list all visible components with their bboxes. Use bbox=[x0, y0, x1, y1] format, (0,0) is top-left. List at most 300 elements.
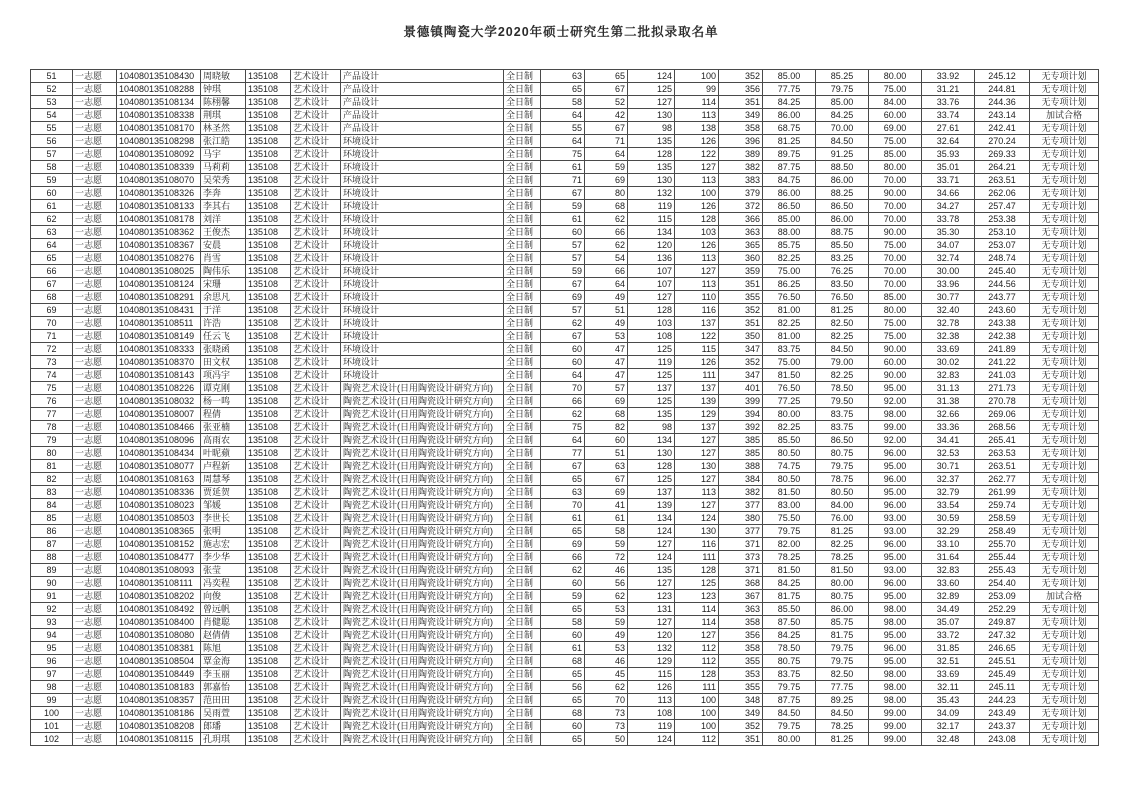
cell-remark: 无专项计划 bbox=[1030, 148, 1099, 161]
cell-remark: 无专项计划 bbox=[1030, 304, 1099, 317]
cell-major: 艺术设计 bbox=[291, 148, 341, 161]
cell-weighted-score: 33.36 bbox=[922, 421, 975, 434]
cell-name: 张江皓 bbox=[201, 135, 246, 148]
table-row bbox=[31, 577, 1099, 590]
cell-study-mode: 全日制 bbox=[504, 564, 541, 577]
cell-retest-3: 96.00 bbox=[869, 447, 922, 460]
cell-score-1: 71 bbox=[541, 174, 585, 187]
cell-retest-1: 85.50 bbox=[763, 434, 816, 447]
cell-score-4: 127 bbox=[675, 161, 719, 174]
cell-direction: 陶瓷艺术设计(日用陶瓷设计研究方向) bbox=[341, 395, 504, 408]
cell-score-2: 58 bbox=[585, 525, 628, 538]
cell-score-1: 64 bbox=[541, 369, 585, 382]
cell-weighted-score: 32.29 bbox=[922, 525, 975, 538]
cell-remark: 无专项计划 bbox=[1030, 512, 1099, 525]
cell-initial-total: 355 bbox=[719, 681, 763, 694]
cell-candidate-id: 104080135108504 bbox=[117, 655, 201, 668]
cell-score-1: 75 bbox=[541, 421, 585, 434]
cell-score-1: 61 bbox=[541, 213, 585, 226]
cell-retest-3: 84.00 bbox=[869, 96, 922, 109]
cell-remark: 无专项计划 bbox=[1030, 317, 1099, 330]
cell-retest-3: 95.00 bbox=[869, 551, 922, 564]
cell-retest-2: 78.75 bbox=[816, 473, 869, 486]
table-row bbox=[31, 330, 1099, 343]
cell-major-code: 135108 bbox=[246, 642, 291, 655]
cell-retest-2: 79.75 bbox=[816, 642, 869, 655]
cell-score-2: 67 bbox=[585, 83, 628, 96]
cell-name: 李其右 bbox=[201, 200, 246, 213]
table-row bbox=[31, 369, 1099, 382]
cell-major-code: 135108 bbox=[246, 460, 291, 473]
cell-name: 叶昵蘋 bbox=[201, 447, 246, 460]
cell-major: 艺术设计 bbox=[291, 694, 341, 707]
cell-final-total: 245.51 bbox=[975, 655, 1030, 668]
cell-remark: 无专项计划 bbox=[1030, 343, 1099, 356]
cell-first-choice: 一志愿 bbox=[73, 226, 117, 239]
cell-score-2: 69 bbox=[585, 486, 628, 499]
cell-seq: 60 bbox=[31, 187, 73, 200]
table-row bbox=[31, 694, 1099, 707]
cell-study-mode: 全日制 bbox=[504, 616, 541, 629]
cell-initial-total: 351 bbox=[719, 278, 763, 291]
cell-score-2: 66 bbox=[585, 265, 628, 278]
cell-study-mode: 全日制 bbox=[504, 681, 541, 694]
cell-name: 李玉丽 bbox=[201, 668, 246, 681]
cell-final-total: 243.37 bbox=[975, 720, 1030, 733]
cell-score-1: 60 bbox=[541, 226, 585, 239]
cell-weighted-score: 34.07 bbox=[922, 239, 975, 252]
cell-major-code: 135108 bbox=[246, 96, 291, 109]
cell-first-choice: 一志愿 bbox=[73, 538, 117, 551]
cell-weighted-score: 33.69 bbox=[922, 668, 975, 681]
cell-retest-1: 84.25 bbox=[763, 629, 816, 642]
cell-study-mode: 全日制 bbox=[504, 499, 541, 512]
cell-score-4: 114 bbox=[675, 603, 719, 616]
cell-score-1: 55 bbox=[541, 122, 585, 135]
cell-score-2: 69 bbox=[585, 395, 628, 408]
cell-major-code: 135108 bbox=[246, 395, 291, 408]
cell-initial-total: 351 bbox=[719, 317, 763, 330]
cell-retest-1: 87.50 bbox=[763, 616, 816, 629]
cell-candidate-id: 104080135108477 bbox=[117, 551, 201, 564]
cell-retest-3: 69.00 bbox=[869, 122, 922, 135]
table-row bbox=[31, 200, 1099, 213]
cell-name: 张明 bbox=[201, 525, 246, 538]
cell-score-4: 126 bbox=[675, 239, 719, 252]
cell-score-3: 127 bbox=[628, 96, 675, 109]
cell-direction: 环境设计 bbox=[341, 343, 504, 356]
cell-weighted-score: 33.72 bbox=[922, 629, 975, 642]
cell-final-total: 270.78 bbox=[975, 395, 1030, 408]
cell-name: 周慧琴 bbox=[201, 473, 246, 486]
cell-score-3: 107 bbox=[628, 265, 675, 278]
cell-score-1: 65 bbox=[541, 525, 585, 538]
cell-score-1: 58 bbox=[541, 616, 585, 629]
cell-name: 项冯宇 bbox=[201, 369, 246, 382]
cell-remark: 无专项计划 bbox=[1030, 395, 1099, 408]
cell-score-2: 71 bbox=[585, 135, 628, 148]
cell-retest-1: 84.25 bbox=[763, 577, 816, 590]
cell-study-mode: 全日制 bbox=[504, 395, 541, 408]
cell-first-choice: 一志愿 bbox=[73, 239, 117, 252]
cell-score-4: 110 bbox=[675, 291, 719, 304]
cell-major: 艺术设计 bbox=[291, 226, 341, 239]
cell-initial-total: 373 bbox=[719, 551, 763, 564]
cell-retest-3: 92.00 bbox=[869, 395, 922, 408]
cell-score-2: 64 bbox=[585, 148, 628, 161]
cell-score-2: 63 bbox=[585, 460, 628, 473]
cell-score-4: 113 bbox=[675, 278, 719, 291]
cell-remark: 无专项计划 bbox=[1030, 551, 1099, 564]
cell-name: 邹媛 bbox=[201, 499, 246, 512]
cell-initial-total: 359 bbox=[719, 265, 763, 278]
cell-seq: 101 bbox=[31, 720, 73, 733]
cell-retest-1: 87.75 bbox=[763, 161, 816, 174]
cell-major-code: 135108 bbox=[246, 330, 291, 343]
cell-final-total: 243.77 bbox=[975, 291, 1030, 304]
cell-score-2: 49 bbox=[585, 317, 628, 330]
cell-score-3: 108 bbox=[628, 330, 675, 343]
cell-score-3: 125 bbox=[628, 395, 675, 408]
cell-score-4: 127 bbox=[675, 629, 719, 642]
cell-candidate-id: 104080135108170 bbox=[117, 122, 201, 135]
cell-candidate-id: 104080135108080 bbox=[117, 629, 201, 642]
cell-final-total: 257.47 bbox=[975, 200, 1030, 213]
cell-first-choice: 一志愿 bbox=[73, 486, 117, 499]
cell-score-3: 135 bbox=[628, 161, 675, 174]
cell-name: 高雨农 bbox=[201, 434, 246, 447]
cell-remark: 无专项计划 bbox=[1030, 707, 1099, 720]
cell-retest-2: 82.25 bbox=[816, 538, 869, 551]
cell-score-3: 124 bbox=[628, 70, 675, 83]
cell-initial-total: 358 bbox=[719, 122, 763, 135]
cell-score-2: 57 bbox=[585, 382, 628, 395]
cell-score-1: 59 bbox=[541, 590, 585, 603]
table-row bbox=[31, 213, 1099, 226]
cell-first-choice: 一志愿 bbox=[73, 499, 117, 512]
cell-score-3: 119 bbox=[628, 720, 675, 733]
cell-name: 李世长 bbox=[201, 512, 246, 525]
cell-seq: 59 bbox=[31, 174, 73, 187]
cell-seq: 91 bbox=[31, 590, 73, 603]
cell-score-3: 125 bbox=[628, 473, 675, 486]
cell-score-4: 125 bbox=[675, 577, 719, 590]
cell-score-3: 119 bbox=[628, 200, 675, 213]
cell-study-mode: 全日制 bbox=[504, 161, 541, 174]
cell-major: 艺术设计 bbox=[291, 486, 341, 499]
cell-seq: 79 bbox=[31, 434, 73, 447]
cell-retest-1: 75.00 bbox=[763, 265, 816, 278]
cell-major: 艺术设计 bbox=[291, 421, 341, 434]
cell-direction: 陶瓷艺术设计(日用陶瓷设计研究方向) bbox=[341, 473, 504, 486]
cell-final-total: 253.07 bbox=[975, 239, 1030, 252]
cell-final-total: 246.65 bbox=[975, 642, 1030, 655]
cell-name: 刘洋 bbox=[201, 213, 246, 226]
cell-retest-2: 81.25 bbox=[816, 525, 869, 538]
cell-final-total: 243.49 bbox=[975, 707, 1030, 720]
cell-initial-total: 349 bbox=[719, 109, 763, 122]
cell-weighted-score: 33.74 bbox=[922, 109, 975, 122]
cell-seq: 92 bbox=[31, 603, 73, 616]
cell-retest-1: 80.50 bbox=[763, 447, 816, 460]
cell-score-3: 135 bbox=[628, 564, 675, 577]
cell-candidate-id: 104080135108326 bbox=[117, 187, 201, 200]
cell-retest-1: 79.75 bbox=[763, 525, 816, 538]
cell-major-code: 135108 bbox=[246, 512, 291, 525]
cell-major: 艺术设计 bbox=[291, 707, 341, 720]
cell-score-1: 59 bbox=[541, 200, 585, 213]
cell-weighted-score: 31.38 bbox=[922, 395, 975, 408]
cell-score-2: 80 bbox=[585, 187, 628, 200]
cell-seq: 100 bbox=[31, 707, 73, 720]
cell-first-choice: 一志愿 bbox=[73, 642, 117, 655]
cell-retest-2: 76.25 bbox=[816, 265, 869, 278]
cell-seq: 69 bbox=[31, 304, 73, 317]
cell-final-total: 263.51 bbox=[975, 174, 1030, 187]
cell-retest-2: 84.50 bbox=[816, 343, 869, 356]
cell-score-3: 131 bbox=[628, 603, 675, 616]
cell-score-1: 63 bbox=[541, 70, 585, 83]
cell-retest-2: 79.75 bbox=[816, 655, 869, 668]
cell-remark: 无专项计划 bbox=[1030, 447, 1099, 460]
table-row bbox=[31, 434, 1099, 447]
cell-retest-3: 99.00 bbox=[869, 733, 922, 746]
cell-score-2: 47 bbox=[585, 369, 628, 382]
cell-score-3: 120 bbox=[628, 629, 675, 642]
cell-name: 谭克刚 bbox=[201, 382, 246, 395]
table-row bbox=[31, 96, 1099, 109]
cell-candidate-id: 104080135108007 bbox=[117, 408, 201, 421]
cell-retest-3: 98.00 bbox=[869, 603, 922, 616]
cell-score-1: 66 bbox=[541, 551, 585, 564]
cell-seq: 70 bbox=[31, 317, 73, 330]
cell-name: 陈旭 bbox=[201, 642, 246, 655]
cell-remark: 无专项计划 bbox=[1030, 486, 1099, 499]
cell-major-code: 135108 bbox=[246, 616, 291, 629]
cell-major: 艺术设计 bbox=[291, 590, 341, 603]
cell-score-1: 67 bbox=[541, 460, 585, 473]
cell-retest-3: 93.00 bbox=[869, 525, 922, 538]
cell-major: 艺术设计 bbox=[291, 174, 341, 187]
cell-initial-total: 355 bbox=[719, 655, 763, 668]
cell-study-mode: 全日制 bbox=[504, 525, 541, 538]
cell-retest-3: 98.00 bbox=[869, 616, 922, 629]
cell-initial-total: 388 bbox=[719, 460, 763, 473]
cell-score-4: 127 bbox=[675, 447, 719, 460]
cell-weighted-score: 34.41 bbox=[922, 434, 975, 447]
cell-direction: 陶瓷艺术设计(日用陶瓷设计研究方向) bbox=[341, 512, 504, 525]
cell-name: 陈栩馨 bbox=[201, 96, 246, 109]
cell-retest-1: 79.75 bbox=[763, 681, 816, 694]
cell-weighted-score: 32.83 bbox=[922, 564, 975, 577]
cell-study-mode: 全日制 bbox=[504, 226, 541, 239]
cell-candidate-id: 104080135108111 bbox=[117, 577, 201, 590]
cell-seq: 96 bbox=[31, 655, 73, 668]
cell-score-3: 125 bbox=[628, 83, 675, 96]
cell-direction: 陶瓷艺术设计(日用陶瓷设计研究方向) bbox=[341, 642, 504, 655]
cell-final-total: 271.73 bbox=[975, 382, 1030, 395]
cell-major: 艺术设计 bbox=[291, 252, 341, 265]
cell-study-mode: 全日制 bbox=[504, 187, 541, 200]
cell-final-total: 258.59 bbox=[975, 512, 1030, 525]
cell-name: 贾延贺 bbox=[201, 486, 246, 499]
cell-direction: 环境设计 bbox=[341, 252, 504, 265]
cell-seq: 98 bbox=[31, 681, 73, 694]
table-row bbox=[31, 83, 1099, 96]
cell-score-4: 126 bbox=[675, 200, 719, 213]
cell-major-code: 135108 bbox=[246, 447, 291, 460]
cell-major-code: 135108 bbox=[246, 109, 291, 122]
cell-retest-3: 99.00 bbox=[869, 720, 922, 733]
cell-final-total: 241.89 bbox=[975, 343, 1030, 356]
cell-candidate-id: 104080135108466 bbox=[117, 421, 201, 434]
cell-score-4: 116 bbox=[675, 304, 719, 317]
cell-retest-2: 85.50 bbox=[816, 239, 869, 252]
cell-initial-total: 372 bbox=[719, 200, 763, 213]
cell-score-3: 130 bbox=[628, 447, 675, 460]
cell-candidate-id: 104080135108449 bbox=[117, 668, 201, 681]
cell-study-mode: 全日制 bbox=[504, 629, 541, 642]
cell-first-choice: 一志愿 bbox=[73, 252, 117, 265]
cell-remark: 无专项计划 bbox=[1030, 187, 1099, 200]
cell-name: 马莉莉 bbox=[201, 161, 246, 174]
cell-retest-1: 89.75 bbox=[763, 148, 816, 161]
cell-initial-total: 384 bbox=[719, 473, 763, 486]
cell-seq: 80 bbox=[31, 447, 73, 460]
cell-name: 赵倩倩 bbox=[201, 629, 246, 642]
cell-score-4: 122 bbox=[675, 148, 719, 161]
cell-candidate-id: 104080135108070 bbox=[117, 174, 201, 187]
cell-name: 林圣然 bbox=[201, 122, 246, 135]
cell-weighted-score: 35.30 bbox=[922, 226, 975, 239]
cell-retest-2: 81.25 bbox=[816, 304, 869, 317]
cell-direction: 环境设计 bbox=[341, 161, 504, 174]
cell-candidate-id: 104080135108163 bbox=[117, 473, 201, 486]
cell-study-mode: 全日制 bbox=[504, 655, 541, 668]
cell-score-2: 51 bbox=[585, 447, 628, 460]
cell-score-4: 138 bbox=[675, 122, 719, 135]
table-row bbox=[31, 174, 1099, 187]
cell-first-choice: 一志愿 bbox=[73, 148, 117, 161]
cell-major-code: 135108 bbox=[246, 668, 291, 681]
cell-major-code: 135108 bbox=[246, 590, 291, 603]
cell-initial-total: 379 bbox=[719, 187, 763, 200]
cell-score-2: 50 bbox=[585, 733, 628, 746]
cell-final-total: 249.87 bbox=[975, 616, 1030, 629]
table-row bbox=[31, 525, 1099, 538]
cell-weighted-score: 27.61 bbox=[922, 122, 975, 135]
cell-score-4: 112 bbox=[675, 733, 719, 746]
cell-seq: 53 bbox=[31, 96, 73, 109]
cell-score-4: 99 bbox=[675, 83, 719, 96]
cell-retest-2: 86.00 bbox=[816, 174, 869, 187]
cell-retest-1: 83.75 bbox=[763, 343, 816, 356]
cell-seq: 90 bbox=[31, 577, 73, 590]
cell-score-3: 98 bbox=[628, 122, 675, 135]
cell-score-1: 56 bbox=[541, 681, 585, 694]
table-row bbox=[31, 135, 1099, 148]
cell-study-mode: 全日制 bbox=[504, 694, 541, 707]
cell-seq: 93 bbox=[31, 616, 73, 629]
cell-retest-2: 88.25 bbox=[816, 187, 869, 200]
cell-remark: 无专项计划 bbox=[1030, 382, 1099, 395]
cell-major-code: 135108 bbox=[246, 356, 291, 369]
cell-name: 覃金海 bbox=[201, 655, 246, 668]
cell-remark: 无专项计划 bbox=[1030, 421, 1099, 434]
cell-seq: 58 bbox=[31, 161, 73, 174]
cell-seq: 81 bbox=[31, 460, 73, 473]
cell-seq: 75 bbox=[31, 382, 73, 395]
cell-retest-3: 75.00 bbox=[869, 83, 922, 96]
cell-score-1: 70 bbox=[541, 499, 585, 512]
cell-first-choice: 一志愿 bbox=[73, 70, 117, 83]
cell-final-total: 243.14 bbox=[975, 109, 1030, 122]
table-row bbox=[31, 655, 1099, 668]
cell-direction: 陶瓷艺术设计(日用陶瓷设计研究方向) bbox=[341, 538, 504, 551]
cell-score-2: 62 bbox=[585, 213, 628, 226]
cell-direction: 陶瓷艺术设计(日用陶瓷设计研究方向) bbox=[341, 590, 504, 603]
cell-retest-2: 78.25 bbox=[816, 720, 869, 733]
cell-candidate-id: 104080135108367 bbox=[117, 239, 201, 252]
cell-direction: 陶瓷艺术设计(日用陶瓷设计研究方向) bbox=[341, 486, 504, 499]
cell-major: 艺术设计 bbox=[291, 83, 341, 96]
table-row bbox=[31, 122, 1099, 135]
cell-direction: 陶瓷艺术设计(日用陶瓷设计研究方向) bbox=[341, 733, 504, 746]
cell-score-1: 61 bbox=[541, 161, 585, 174]
table-row bbox=[31, 681, 1099, 694]
cell-initial-total: 371 bbox=[719, 564, 763, 577]
cell-initial-total: 352 bbox=[719, 356, 763, 369]
cell-score-4: 115 bbox=[675, 343, 719, 356]
cell-first-choice: 一志愿 bbox=[73, 291, 117, 304]
cell-score-2: 62 bbox=[585, 590, 628, 603]
cell-retest-3: 95.00 bbox=[869, 486, 922, 499]
cell-candidate-id: 104080135108288 bbox=[117, 83, 201, 96]
cell-study-mode: 全日制 bbox=[504, 707, 541, 720]
cell-score-3: 98 bbox=[628, 421, 675, 434]
cell-final-total: 261.99 bbox=[975, 486, 1030, 499]
cell-candidate-id: 104080135108092 bbox=[117, 148, 201, 161]
cell-name: 周晓敏 bbox=[201, 70, 246, 83]
cell-retest-2: 85.75 bbox=[816, 616, 869, 629]
cell-major-code: 135108 bbox=[246, 434, 291, 447]
cell-final-total: 262.77 bbox=[975, 473, 1030, 486]
cell-first-choice: 一志愿 bbox=[73, 655, 117, 668]
cell-direction: 陶瓷艺术设计(日用陶瓷设计研究方向) bbox=[341, 525, 504, 538]
cell-first-choice: 一志愿 bbox=[73, 122, 117, 135]
cell-final-total: 242.38 bbox=[975, 330, 1030, 343]
cell-score-2: 82 bbox=[585, 421, 628, 434]
cell-study-mode: 全日制 bbox=[504, 512, 541, 525]
cell-weighted-score: 34.09 bbox=[922, 707, 975, 720]
cell-major: 艺术设计 bbox=[291, 70, 341, 83]
cell-name: 陶伟乐 bbox=[201, 265, 246, 278]
cell-remark: 无专项计划 bbox=[1030, 70, 1099, 83]
cell-score-4: 130 bbox=[675, 460, 719, 473]
cell-candidate-id: 104080135108291 bbox=[117, 291, 201, 304]
cell-seq: 73 bbox=[31, 356, 73, 369]
cell-major-code: 135108 bbox=[246, 122, 291, 135]
cell-retest-2: 81.50 bbox=[816, 564, 869, 577]
cell-candidate-id: 104080135108431 bbox=[117, 304, 201, 317]
cell-study-mode: 全日制 bbox=[504, 486, 541, 499]
table-row bbox=[31, 512, 1099, 525]
cell-score-1: 64 bbox=[541, 109, 585, 122]
cell-seq: 72 bbox=[31, 343, 73, 356]
cell-remark: 无专项计划 bbox=[1030, 330, 1099, 343]
cell-candidate-id: 104080135108208 bbox=[117, 720, 201, 733]
cell-retest-3: 75.00 bbox=[869, 317, 922, 330]
